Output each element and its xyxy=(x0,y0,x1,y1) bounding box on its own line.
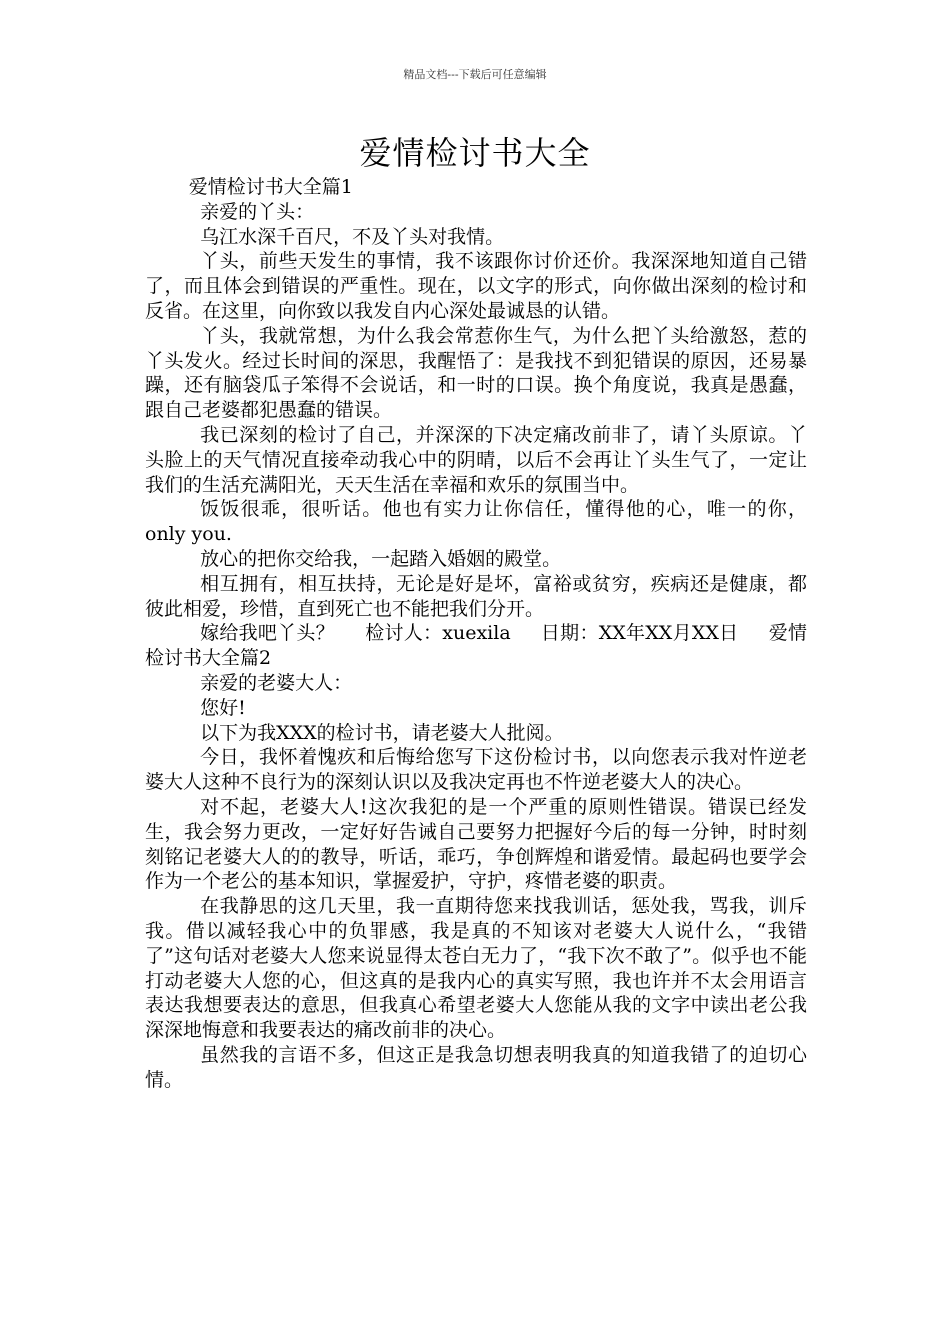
paragraph: 今日，我怀着愧疚和后悔给您写下这份检讨书，以向您表示我对忤逆老婆大人这种不良行为的深刻认识以及我决定再也不忤逆老婆大人的决心。 xyxy=(145,746,807,794)
paragraph: 虽然我的言语不多，但这正是我急切想表明我真的知道我错了的迫切心情。 xyxy=(145,1043,807,1091)
document-body xyxy=(145,175,807,1092)
date: 日期：XX年XX月XX日 xyxy=(540,622,739,645)
paragraph: 您好! xyxy=(200,696,246,719)
paragraph: 对不起，老婆大人!这次我犯的是一个严重的原则性错误。错误已经发生，我会努力更改，一定好好告诫自己要努力把握好今后的每一分钟，时时刻刻铭记老婆大人的的教导，听话，乖巧，争创辉煌和谐爱情。最起码也要学会作为一个老公的基本知识，掌握爱护，守护，疼惜老婆的职责。 xyxy=(145,795,807,893)
section-heading: 爱情检讨书大全篇2 xyxy=(145,622,807,670)
paragraph: 乌江水深千百尺，不及丫头对我情。 xyxy=(200,225,505,248)
closing-text: 嫁给我吧丫头？ xyxy=(200,622,335,645)
paragraph: 丫头，我就常想，为什么我会常惹你生气，为什么把丫头给激怒，惹的丫头发火。经过长时间的深思，我醒悟了：是我找不到犯错误的原因，还易暴躁，还有脑袋瓜子笨得不会说话，和一时的口误。换个角度说，我真是愚蠢，跟自己老婆都犯愚蠢的错误。 xyxy=(145,324,807,422)
paragraph: 在我静思的这几天里，我一直期待您来找我训话，惩处我，骂我，训斥我。借以减轻我心中的负罪感，我是真的不知该对老婆大人说什么，“我错了”这句话对老婆大人您来说显得太苍白无力了，“我下次不敢了”。似乎也不能打动老婆大人您的心，但这真的是我内心的真实写照，我也许并不太会用语言表达我想要表达的意思，但我真心希望老婆大人您能从我的文字中读出老公我深深地悔意和我要表达的痛改前非的决心。 xyxy=(145,895,807,1042)
section-heading: 爱情检讨书大全篇1 xyxy=(188,176,353,198)
paragraph: 我已深刻的检讨了自己，并深深的下决定痛改前非了，请丫头原谅。丫头脸上的天气情况直接牵动我心中的阴晴，以后不会再让丫头生气了，一定让我们的生活充满阳光，天天生活在幸福和欢乐的氛围当中。 xyxy=(145,423,807,496)
closing-line xyxy=(145,621,807,671)
paragraph: 丫头，前些天发生的事情，我不该跟你讨价还价。我深深地知道自己错了，而且体会到错误的严重性。现在，以文字的形式，向你做出深刻的检讨和反省。在这里，向你致以我发自内心深处最诚恳的认错。 xyxy=(145,250,807,322)
reviewer: 检讨人：xuexila xyxy=(364,622,511,645)
paragraph: 饭饭很乖，很听话。他也有实力让你信任，懂得他的心，唯一的你，only you. xyxy=(145,498,807,546)
paragraph: 以下为我XXX的检讨书，请老婆大人批阅。 xyxy=(200,721,564,744)
page-header: 精品文档---下载后可任意编辑 xyxy=(403,68,547,81)
document-title: 爱情检讨书大全 xyxy=(359,134,591,172)
paragraph: 相互拥有，相互扶持，无论是好是坏，富裕或贫穷，疾病还是健康，都彼此相爱，珍惜，直到死亡也不能把我们分开。 xyxy=(145,572,807,620)
paragraph: 放心的把你交给我，一起踏入婚姻的殿堂。 xyxy=(200,547,562,570)
paragraph: 亲爱的老婆大人： xyxy=(200,671,353,694)
paragraph: 亲爱的丫头： xyxy=(200,200,315,223)
